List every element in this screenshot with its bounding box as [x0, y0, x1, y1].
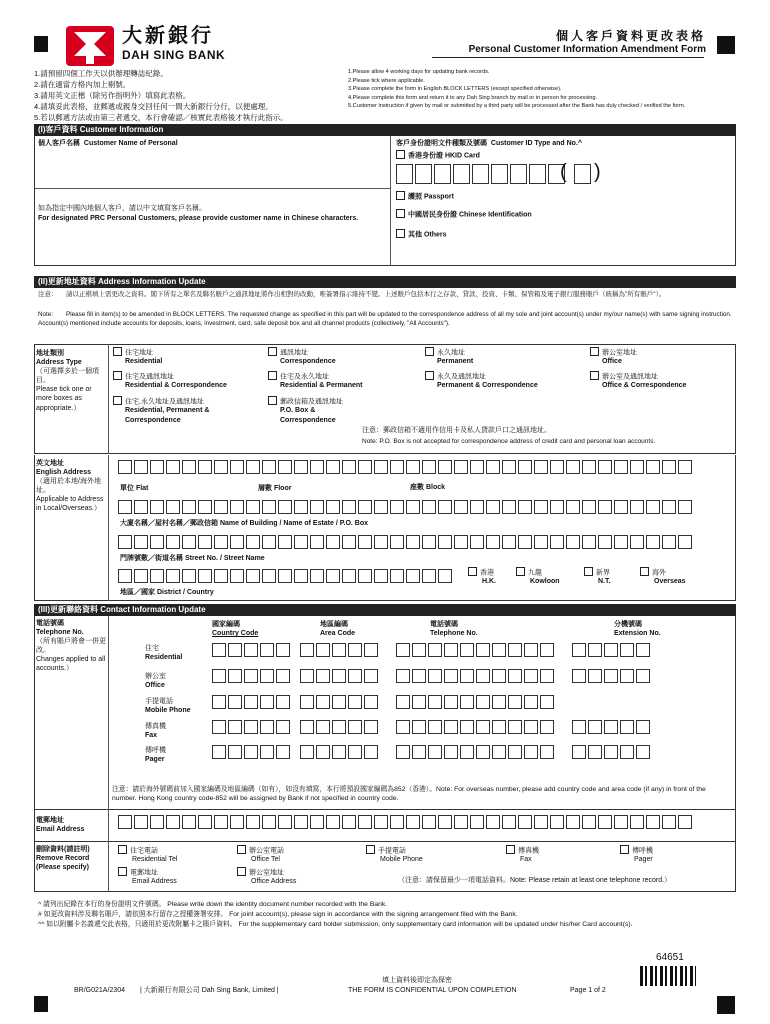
passport-checkbox[interactable] — [396, 191, 405, 200]
address-line-4-cells[interactable] — [118, 569, 454, 584]
form-number: 64651 — [656, 952, 684, 963]
remove-office-tel[interactable]: 辦公室電話 Office Tel — [237, 846, 284, 865]
block-label: 座數 Block — [410, 484, 446, 491]
remove-record-label: 刪除資料(請註明) Remove Record (Please specify) — [36, 846, 90, 872]
street-label: 門牌號數／街道名稱 Street No. / Street Name — [120, 555, 265, 562]
section-contact-header: (III)更新聯絡資料 Contact Information Update — [34, 604, 736, 616]
passport-option[interactable]: 護照 Passport — [396, 192, 454, 201]
col-telephone: 電話號碼 Telephone No. — [430, 621, 478, 638]
phone-row-office-label: 辦公室 Office — [145, 673, 166, 690]
floor-label: 層數 Floor — [258, 485, 292, 492]
col-extension: 分機號碼 Extension No. — [614, 621, 661, 638]
bank-logo — [66, 26, 114, 66]
page-number: Page 1 of 2 — [570, 987, 606, 994]
addr-type-permanent[interactable]: 永久地址 Permanent — [425, 348, 473, 367]
hkid-check-digit-close: ) — [594, 161, 601, 183]
others-option[interactable]: 其他 Others — [396, 230, 447, 239]
remove-email[interactable]: 電郵地址 Email Address — [118, 868, 177, 887]
addr-type-correspondence[interactable]: 通訊地址 Correspondence — [268, 348, 336, 367]
email-label: 電郵地址 Email Address — [36, 817, 85, 834]
phone-row-pager-label: 傳呼機 Pager — [145, 747, 166, 764]
region-nt[interactable]: 新界 N.T. — [584, 568, 610, 587]
flat-label: 單位 Flat — [120, 485, 149, 492]
section-customer-info-header: (I)客戶資料 Customer Information — [34, 124, 736, 136]
phone-residential-cells[interactable] — [212, 643, 652, 658]
footnote-joint: # 如更改資料涉及聯名賬戶，請依照本行留存之授權簽署安排。 For joint account(s), please sign in accordance with the signing arrangement filed with the Bank. — [38, 911, 518, 918]
customer-name-label: 個人客戶名稱 Customer Name of Personal — [38, 140, 178, 147]
phone-row-mobile-label: 手提電話 Mobile Phone — [145, 698, 191, 715]
hkid-number-cells[interactable] — [396, 164, 567, 179]
email-cells[interactable] — [118, 815, 694, 830]
address-type-label: 地址類別 Address Type （可選擇多於一個項目。 Please tick one or more boxes as appropriate.） — [36, 350, 99, 412]
remove-residential-tel[interactable]: 住宅電話 Residential Tel — [118, 846, 177, 865]
phone-pager-cells[interactable] — [212, 745, 652, 760]
building-label: 大廈名稱／屋村名稱／郵政信箱 Name of Building / Name of Estate / P.O. Box — [120, 520, 369, 527]
instruction-en-3: 3.Please complete the form in English BLOCK LETTERS (except specified otherwise). — [348, 86, 562, 92]
address-note-zh: 注意： 請以正楷填上需更改之資料。閣下所有之單名及聯名賬戶之通訊地址將作出相對的改動，唯簽署指示維持不變。上述賬戶包括本行之存款、貸款、投資、卡類、保管箱及電子銀行服務賬戶（統稱為"所有賬戶"）。 — [38, 291, 666, 298]
addr-type-office[interactable]: 辦公室地址 Office — [590, 348, 637, 367]
instruction-zh-2: 2.請在適當方格內加上剔號。 — [34, 80, 131, 89]
addr-type-residential-correspondence[interactable]: 住宅及通訊地址 Residential & Correspondence — [113, 372, 227, 391]
hkid-option[interactable]: 香港身份證 HKID Card — [396, 151, 480, 160]
english-address-label: 英文地址 English Address （適用於本地/海外地址。 Applicable to Address in Local/Overseas.） — [36, 460, 104, 513]
prc-note: 如為指定中國內地個人客戶，請以中文填寫客戶名稱。 For designated PRC Personal Customers, please provide customer name in Chinese characters. — [38, 205, 359, 222]
remove-fax[interactable]: 傳真機 Fax — [506, 846, 539, 865]
remove-mobile[interactable]: 手提電話 Mobile Phone — [366, 846, 423, 865]
region-kowloon[interactable]: 九龍 Kowloon — [516, 568, 560, 587]
form-ref-code: BR/G021A/2304 — [74, 987, 125, 994]
hkid-check-digit-box[interactable] — [574, 164, 591, 184]
footnote-supplementary: ^^ 如以附屬卡名義遞交此表格，只適用於更改附屬卡之賬戶資料。 For the supplementary card holder submission, only supplementary card information will be updated under his/her Card account(s). — [38, 921, 633, 928]
footnote-id: ^ 請列出紀錄在本行的身份證明文件號碼。 Please write down the identity document number recorded with the Bank. — [38, 901, 388, 908]
customer-name-input[interactable] — [38, 152, 384, 186]
registration-mark-top-right — [717, 36, 735, 54]
address-line-2-cells[interactable] — [118, 500, 694, 515]
col-area-code: 地區編碼 Area Code — [320, 621, 356, 638]
phone-mobile-cells[interactable] — [212, 695, 556, 710]
addr-type-residential-permanent-correspondence[interactable]: 住宅,永久地址及通訊地址 Residential, Permanent & Correspondence — [113, 397, 223, 425]
addr-type-residential-permanent[interactable]: 住宅及永久地址 Residential & Permanent — [268, 372, 362, 391]
barcode — [640, 966, 696, 986]
addr-type-pobox-correspondence[interactable]: 郵政信箱及通訊地址 P.O. Box & Correspondence — [268, 397, 348, 425]
bank-name-zh: 大新銀行 — [122, 25, 214, 47]
phone-row-fax-label: 傳真機 Fax — [145, 723, 166, 740]
retain-note: （注意：請保留最少一項電話資料。Note: Please retain at least one telephone record.） — [398, 877, 672, 884]
remove-office-address[interactable]: 辦公室地址 Office Address — [237, 868, 296, 887]
addr-type-permanent-correspondence[interactable]: 永久及通訊地址 Permanent & Correspondence — [425, 372, 538, 391]
instruction-en-4: 4.Please complete this form and return it to any Dah Sing branch by mail or in person for processing. — [348, 94, 598, 101]
chinese-id-option[interactable]: 中國居民身份證 Chinese Identification — [396, 210, 532, 219]
pobox-note-en: Note: P.O. Box is not accepted for correspondence address of credit card and personal loan accounts. — [362, 438, 656, 445]
form-title-en: Personal Customer Information Amendment Form — [468, 44, 706, 55]
phone-fax-cells[interactable] — [212, 720, 652, 735]
remove-pager[interactable]: 傳呼機 Pager — [620, 846, 653, 865]
address-line-3-cells[interactable] — [118, 535, 694, 550]
instruction-en-1: 1.Please allow 4 working days for updating bank records. — [348, 69, 490, 75]
region-hk[interactable]: 香港 H.K. — [468, 568, 496, 587]
overseas-number-note: 注意：請於海外號碼前加入國家編碼及地區編碼（如有），如沒有填寫，本行將預設國家編碼為852（香港）。Note: For overseas number, please add country code and area code (if any) in front of the number. Hong Kong country code-852 will be assigned by Bank if not specified in country code. — [112, 786, 706, 803]
company-name: | 大新銀行有限公司 Dah Sing Bank, Limited | — [140, 987, 279, 994]
instruction-zh-1: 1.請預留四個工作天以供辦理轉誌紀錄。 — [34, 69, 168, 78]
confidential-zh: 填上資料後即定為保密 — [382, 977, 452, 984]
instruction-zh-3: 3.請用英文正楷（除另作指明外）填寫此表格。 — [34, 91, 191, 100]
region-overseas[interactable]: 海外 Overseas — [640, 568, 686, 587]
instructions-zh — [34, 68, 334, 123]
registration-mark-bottom-right — [717, 996, 735, 1014]
chinese-id-checkbox[interactable] — [396, 209, 405, 218]
phone-office-cells[interactable] — [212, 669, 652, 684]
section-address-header: (II)更新地址資料 Address Information Update — [34, 276, 736, 288]
customer-id-label: 客戶身份證明文件種類及號碼 Customer ID Type and No.^ — [396, 140, 582, 147]
address-note-en: Note: Please fill in item(s) to be amended in BLOCK LETTERS. The requested change as specified in this part will be updated to the correspondence address of all my sole and joint account(s) under my/our name(s) with same signing instruction. Account(s) mentioned include accounts for deposits, loans, investment, card, safe deposit box and all channel products (collectively, "All Accounts"). — [38, 311, 732, 327]
registration-mark-top-left — [34, 36, 48, 52]
instruction-zh-4: 4.請填妥此表格，並郵遞或親身交回任何一間大新銀行分行，以便處理。 — [34, 102, 273, 111]
form-title-zh: 個人客戶資料更改表格 — [555, 29, 706, 43]
instruction-en-5: 5.Customer instruction if given by mail or submitted by a third party will be processed after the Bank has duly checked / verified the form. — [348, 103, 686, 109]
hkid-check-digit-open: ( — [560, 161, 567, 183]
registration-mark-bottom-left — [34, 996, 48, 1012]
footnotes — [38, 900, 728, 930]
telephone-label: 電話號碼 Telephone No. （所有賬戶將會一併更改。 Changes applied to all accounts.） — [36, 620, 106, 673]
col-country-code: 國家編碼 Country Code — [212, 621, 259, 638]
district-label: 地區／國家 District / Country — [120, 589, 214, 596]
phone-row-residential-label: 住宅 Residential — [145, 645, 183, 662]
address-line-1-cells[interactable] — [118, 460, 694, 475]
confidential-en: THE FORM IS CONFIDENTIAL UPON COMPLETION — [348, 987, 517, 994]
addr-type-office-correspondence[interactable]: 辦公室及通訊地址 Office & Correspondence — [590, 372, 686, 391]
dah-sing-logo-icon — [66, 26, 114, 66]
instructions-en — [348, 68, 728, 111]
bank-name-en: DAH SING BANK — [122, 48, 226, 62]
others-checkbox[interactable] — [396, 229, 405, 238]
instruction-en-2: 2.Please tick where applicable. — [348, 77, 425, 84]
hkid-checkbox[interactable] — [396, 150, 405, 159]
pobox-note-zh: 注意：郵政信箱不適用作信用卡及私人貸款戶口之通訊地址。 — [362, 427, 551, 434]
instruction-zh-5: 5.若以郵遞方法或由第三者遞交，本行會確認／核實此表格後才執行此指示。 — [34, 113, 288, 122]
addr-type-residential[interactable]: 住宅地址 Residential — [113, 348, 162, 367]
